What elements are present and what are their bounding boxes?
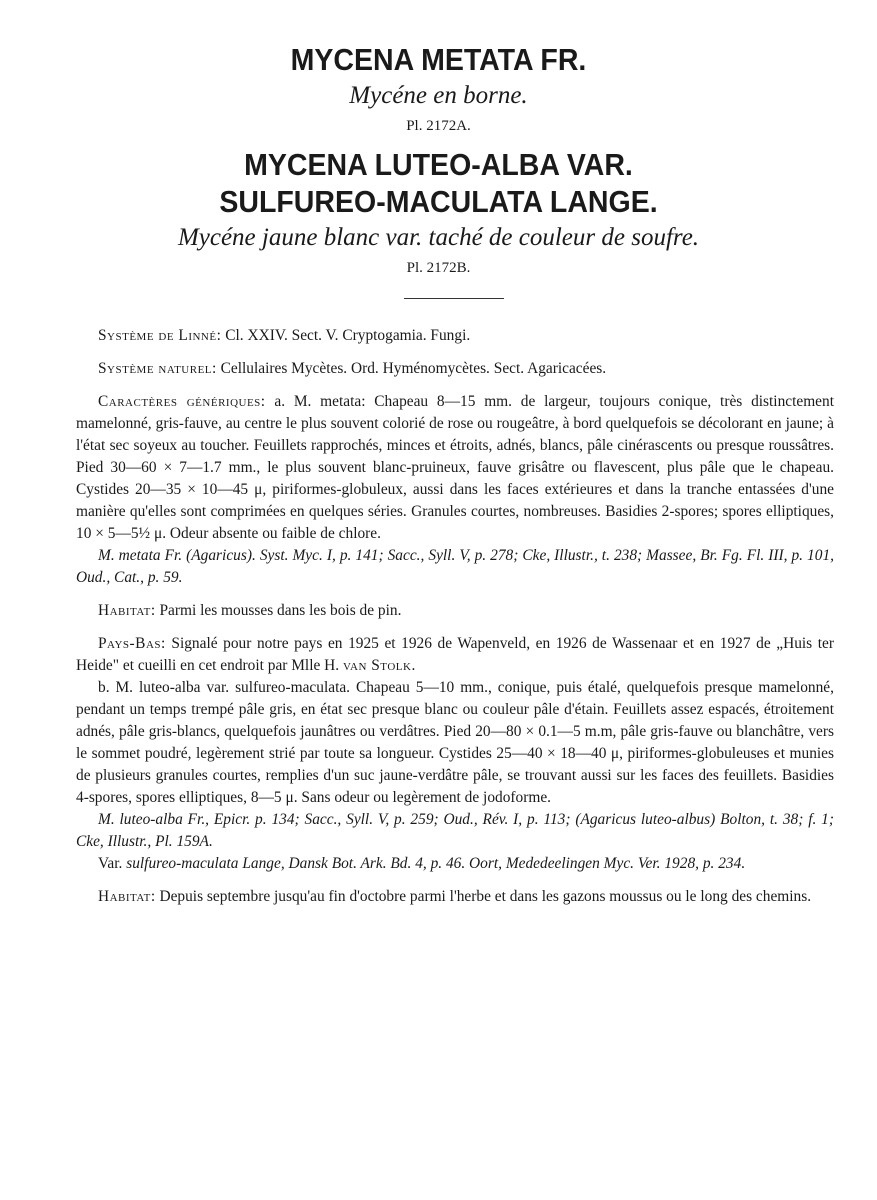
label-caracteres: Caractères génériques: (98, 393, 266, 410)
text-pays-bas-end: . (411, 657, 416, 674)
subtitle-mycene-en-borne: Mycéne en borne. (349, 82, 528, 109)
caracteres-generiques (76, 391, 834, 545)
label-habitat-2: Habitat: (98, 888, 156, 905)
name-van-stolk: van Stolk (342, 657, 412, 674)
plate-2172b: Pl. 2172B. (406, 260, 471, 276)
pays-bas (76, 633, 834, 677)
title-mycena-metata: MYCENA METATA FR. (290, 42, 587, 77)
divider-rule (404, 298, 504, 299)
text-naturel: Cellulaires Mycètes. Ord. Hyménomycètes. Sect. Agaricacées. (216, 360, 607, 377)
habitat-metata (76, 600, 834, 622)
systeme-naturel (76, 358, 834, 380)
text-habitat-1: Parmi les mousses dans les bois de pin. (155, 602, 402, 619)
text-caracteres: a. M. metata: Chapeau 8—15 mm. de largeur, toujours conique, très distinctement mamelonné, gris-fauve, au centre le plus souvent colorié de rose ou rougeâtre, à bord quelquefois se décolorant en jaune; à l'état sec soyeux au toucher. Feuillets rapprochés, minces et étroits, adnés, blancs, pâle cinérascents ou presque roussâtres. Pied 30—60 × 7—1.7 mm., le plus souvent blanc-pruineux, fauve grisâtre ou flavescent, plus pâle que le chapeau. Cystides 20—35 × 10—45 μ, piriformes-globuleux, aussi dans les faces extérieures et dans la tranche entassées d'une manière qu'elles sont comprimées en quelques séries. Granules courtes, nombreuses. Basidies 2-spores; spores elliptiques, 10 × 5—5½ μ. Odeur absente ou faible de chlore. (76, 393, 834, 542)
plate-2172a: Pl. 2172A. (406, 118, 471, 134)
label-pays-bas: Pays-Bas: (98, 635, 166, 652)
title-sulfureo-maculata: SULFUREO-MACULATA LANGE. (219, 184, 658, 219)
text-habitat-2: Depuis septembre jusqu'au fin d'octobre parmi l'herbe et dans les gazons moussus ou le long des chemins. (155, 888, 812, 905)
description-luteo-alba: b. M. luteo-alba var. sulfureo-maculata. Chapeau 5—10 mm., conique, puis étalé, quelquefois presque mamelonné, pendant un temps trempé pâle gris, en état sec presque blanc ou couleur pâle d'étain. Feuillets assez espacés, étroitement adnés, pâle gris-blancs, quelquefois jaunâtres ou verdâtres. Pied 20—80 × 0.1—5 m.m, pâle gris-fauve ou blanchâtre, vers le sommet poudré, legèrement strié par toute sa longueur. Cystides 25—40 × 18—40 μ, piriformes-globuleuses et munies de plusieurs granules courtes, remplies d'un suc jaune-verdâtre pâle, se trouvant aussi sur les faces des feuillets. Basidies 4-spores, spores elliptiques, 8—5 μ. Sans odeur ou legèrement de jodoforme. (76, 679, 834, 806)
references-luteo-alba: M. luteo-alba Fr., Epicr. p. 134; Sacc., Syll. V, p. 259; Oud., Rév. I, p. 113; (Agaricus luteo-albus) Bolton, t. 38; f. 1; Cke, Illustr., Pl. 159A. (76, 811, 834, 850)
subtitle-mycene-jaune-blanc: Mycéne jaune blanc var. taché de couleur de soufre. (177, 224, 700, 251)
text-linne: Cl. XXIV. Sect. V. Cryptogamia. Fungi. (221, 327, 471, 344)
text-pays-bas: Signalé pour notre pays en 1925 et 1926 de Wapenveld, en 1926 de Wassenaar et en 1927 de „Huis ter Heide" et cueilli en cet endroit par Mlle H. (76, 635, 834, 674)
label-linne: Système de Linné: (98, 327, 222, 344)
label-naturel: Système naturel: (98, 360, 217, 377)
references-variety (76, 853, 834, 875)
title-mycena-luteo-alba: MYCENA LUTEO-ALBA VAR. (244, 147, 633, 182)
habitat-luteo-alba (76, 886, 834, 908)
systeme-linne (76, 325, 834, 347)
body-text (76, 325, 834, 908)
var-prefix: Var. (98, 855, 127, 872)
var-reference: sulfureo-maculata Lange, Dansk Bot. Ark. Bd. 4, p. 46. Oort, Mededeelingen Myc. Ver. 1928, p. 234. (126, 855, 746, 872)
references-metata: M. metata Fr. (Agaricus). Syst. Myc. I, p. 141; Sacc., Syll. V, p. 278; Cke, Illustr., t. 238; Massee, Br. Fg. Fl. III, p. 101, Oud., Cat., p. 59. (76, 547, 834, 586)
label-habitat-1: Habitat: (98, 602, 156, 619)
